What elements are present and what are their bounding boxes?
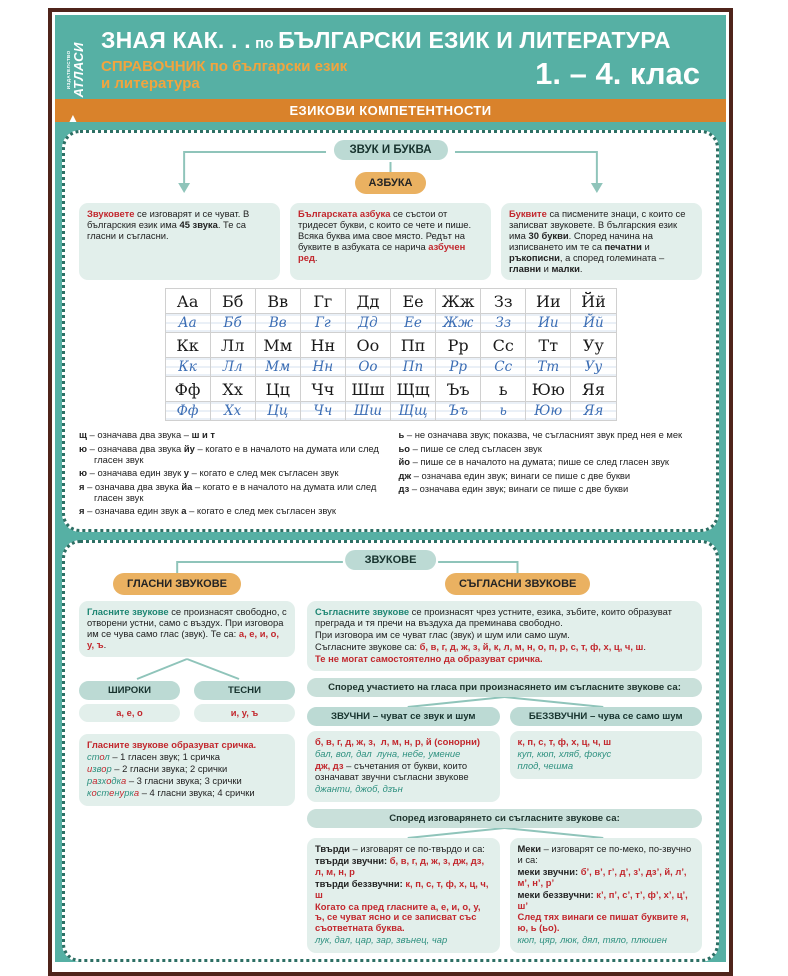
alphabet-cursive-cell: Йй: [571, 314, 616, 333]
letter-note: [79, 505, 383, 516]
text-line: [518, 749, 695, 760]
grade-range: 1. – 4. клас: [535, 56, 700, 91]
alphabet-print-cell: Ее: [390, 289, 435, 314]
alphabet-print-cell: Жж: [436, 289, 481, 314]
letter-notes-left: [79, 429, 383, 519]
text-segment: – 4 гласни звука; 4 срички: [139, 787, 255, 799]
text-segment: азбучен ред: [298, 240, 466, 263]
alphabet-print-cell: Вв: [255, 289, 300, 314]
letter-notes-right: [399, 429, 703, 519]
text-segment: б, в, г, д, ж, з, й, к, л, м, н, о, п, р, с, т, ф, х, ц, ч, ш: [419, 640, 644, 652]
text-segment: зх: [97, 775, 107, 787]
text-segment: ш и т: [191, 429, 215, 441]
text-segment: 45 звука: [179, 218, 218, 230]
text-segment: – означава два звука: [84, 480, 182, 492]
vowels-definition-box: [79, 601, 295, 657]
text-segment: Съгласните звукове са:: [315, 640, 420, 652]
text-segment: Гласните звукове образуват сричка.: [87, 739, 257, 751]
text-segment: лук, дал, цар, зар, звънец, чар: [315, 934, 448, 946]
wide-vowels-header: ШИРОКИ: [79, 681, 180, 700]
flowchart-sound-letter: [73, 139, 708, 197]
text-segment: йу: [183, 442, 195, 454]
text-segment: а: [92, 775, 98, 787]
sounds-columns: [79, 601, 702, 953]
alphabet-print-cell: Ии: [526, 289, 571, 314]
text-segment: луна, небе, умение: [376, 748, 461, 760]
alphabet-table: [165, 288, 617, 421]
alphabet-print-cell: Зз: [481, 289, 526, 314]
title-part-1: ЗНАЯ КАК. . .: [101, 27, 251, 53]
text-segment: .: [103, 638, 107, 650]
atlasi-triangle-icon: ▲: [67, 111, 79, 125]
alphabet-print-cell: Шш: [345, 377, 390, 402]
text-segment: ю: [79, 442, 88, 454]
text-segment: дз: [398, 483, 410, 495]
letter-note: [79, 467, 383, 478]
alphabet-cursive-cell: Гг: [300, 314, 345, 333]
alphabet-print-cell: Цц: [255, 377, 300, 402]
text-line: [518, 761, 695, 772]
voiced-voiceless-row: [307, 707, 702, 802]
text-segment: меки беззвучни:: [517, 888, 597, 900]
text-segment: се произнасят свободно, с отворени устни, само с въздух. При изговора им се чува само глас (звук). Те са:: [87, 605, 287, 639]
text-segment: – съчетания от букви, които означават звучни съгласни звукове: [315, 760, 469, 783]
text-segment: о: [101, 763, 107, 775]
connector-lines: [307, 697, 702, 707]
text-line: [315, 761, 492, 783]
text-segment: При изговора им се чуват глас (звук) и шум или само шум.: [315, 628, 570, 640]
alphabet-cursive-cell: Бб: [210, 314, 255, 333]
voiced-consonants: [307, 707, 500, 802]
alphabet-table-wrap: [165, 288, 617, 421]
text-segment: а, е, и, о, у, ъ: [87, 627, 280, 650]
consonants-column: [307, 601, 702, 953]
text-segment: кюп, цяр, люк, дял, тяло, плюшен: [517, 934, 667, 946]
sounds-definition-box: [79, 203, 280, 280]
publisher-logo: [61, 31, 91, 123]
header-subrow: [101, 58, 706, 92]
text-segment: о: [106, 775, 112, 787]
text-line: [315, 749, 492, 760]
text-line: [315, 654, 694, 665]
text-segment: . Те са гласни и съгласни.: [87, 218, 246, 241]
text-segment: меки звучни:: [517, 865, 581, 877]
alphabet-cursive-cell: Щщ: [390, 402, 435, 421]
text-line: [315, 784, 492, 795]
text-segment: зв: [92, 763, 102, 775]
alphabet-print-cell: Уу: [571, 333, 616, 358]
text-segment: ь: [398, 429, 405, 441]
text-line: [518, 912, 695, 934]
subtitle-line-2: и литература: [101, 75, 200, 92]
wide-narrow-row: [79, 681, 295, 723]
wide-vowels: [79, 681, 180, 723]
node-consonants: СЪГЛАСНИ ЗВУКОВЕ: [445, 573, 590, 595]
text-segment: главни: [509, 262, 542, 274]
text-segment: к’, п’, с’, т’, ф’, х’, ц’, ш’: [517, 888, 688, 911]
alphabet-cursive-cell: Ии: [526, 314, 571, 333]
text-segment: и: [641, 240, 650, 252]
alphabet-print-cell: Фф: [165, 377, 210, 402]
alphabet-print-cell: Сс: [481, 333, 526, 358]
alphabet-print-cell: Кк: [165, 333, 210, 358]
node-sounds: ЗВУКОВЕ: [345, 550, 437, 570]
text-segment: Те не могат самостоятелно да образуват сричка.: [315, 652, 543, 664]
text-segment: куп, кюп, хляб, фокус: [517, 748, 612, 760]
vowel-branch: [79, 657, 295, 681]
alphabet-print-cell: Чч: [300, 377, 345, 402]
text-segment: – изговарят се по-твърдо и са:: [349, 843, 485, 854]
alphabet-print-cell: Ъъ: [436, 377, 481, 402]
text-segment: дк: [111, 775, 122, 787]
text-segment: Българската азбука: [298, 208, 391, 219]
text-segment: б, в, г, д, ж, з,: [315, 736, 376, 748]
text-segment: к, п, с, т, ф, х, ц, ч, ш: [517, 736, 612, 748]
text-segment: Съгласните звукове: [315, 605, 410, 617]
alphabet-cursive-row: [165, 314, 616, 333]
text-line: [87, 776, 287, 787]
alphabet-cursive-cell: Тт: [526, 358, 571, 377]
soft-consonants-box: [510, 838, 703, 953]
panel-sound-and-letter: [62, 130, 719, 532]
alphabet-cursive-cell: Мм: [255, 358, 300, 377]
text-line: [315, 607, 694, 629]
page-title: [101, 27, 706, 54]
text-segment: – когато е в началото на думата или след гласен звук: [94, 442, 379, 465]
text-segment: – пише се в началото на думата; пише се след гласен звук: [410, 456, 669, 468]
text-segment: ст: [96, 787, 110, 799]
text-segment: Когато са пред гласните а, е, и, о, у, ъ, се чуват ясно и се записват със съответната буква.: [315, 900, 481, 934]
text-segment: к, п, с, т, ф, х, ц, ч, ш: [315, 877, 489, 900]
alphabet-cursive-cell: Фф: [165, 402, 210, 421]
text-line: [315, 844, 492, 855]
connector-lines: [79, 657, 295, 681]
articulation-criterion-bar: Според изговарянето си съгласните звукове са:: [307, 809, 702, 828]
alphabet-print-row: [165, 333, 616, 358]
text-segment: се изговарят и се чуват. В българския език има: [87, 208, 250, 230]
text-segment: – когато е в началото на думата или след гласен звук: [94, 480, 377, 503]
text-segment: о: [91, 787, 97, 799]
alphabet-print-cell: Нн: [300, 333, 345, 358]
text-segment: б’, в’, г’, д’, з’, дз’, й, л’, м’, н’, р’: [517, 865, 687, 888]
text-segment: ю: [79, 467, 88, 479]
text-segment: а: [181, 505, 187, 517]
text-line: [315, 856, 492, 878]
alphabet-cursive-cell: Пп: [390, 358, 435, 377]
hard-soft-row: [307, 838, 702, 953]
text-segment: – означава един звук: [87, 467, 184, 479]
alphabet-cursive-cell: Чч: [300, 402, 345, 421]
text-line: [518, 890, 695, 912]
text-segment: и: [541, 262, 552, 274]
section-banner: ЕЗИКОВИ КОМПЕТЕНТНОСТИ: [55, 99, 726, 122]
text-segment: у: [119, 787, 125, 799]
text-line: [518, 867, 695, 889]
poster-background: [55, 15, 726, 962]
text-segment: я: [79, 480, 85, 492]
publisher-name: [67, 28, 85, 112]
connector-lines: [307, 828, 702, 838]
text-segment: – означава два звука –: [86, 429, 192, 441]
text-segment: дж, дз: [315, 760, 344, 772]
alphabet-print-cell: Тт: [526, 333, 571, 358]
wide-vowels-letters: а, е, о: [79, 704, 180, 723]
text-line: [518, 737, 695, 748]
alphabet-print-row: [165, 377, 616, 402]
alphabet-cursive-cell: Сс: [481, 358, 526, 377]
text-line: [518, 935, 695, 946]
text-segment: у: [183, 467, 190, 479]
alphabet-cursive-cell: Цц: [255, 402, 300, 421]
alphabet-print-cell: Щщ: [390, 377, 435, 402]
text-segment: – пише се след съгласен звук: [410, 442, 542, 454]
alphabet-print-cell: Оо: [345, 333, 390, 358]
letter-note: [399, 443, 703, 454]
alphabet-print-cell: Рр: [436, 333, 481, 358]
flowchart-sounds: [73, 549, 708, 597]
syllable-box: [79, 734, 295, 806]
text-segment: йо: [398, 456, 410, 468]
voicing-branch: [307, 697, 702, 707]
alphabet-cursive-cell: Шш: [345, 402, 390, 421]
text-segment: . Според начина на изписването им те са: [509, 229, 653, 252]
publisher-main-label: АТЛАСИ: [70, 42, 86, 98]
alphabet-cursive-cell: Уу: [571, 358, 616, 377]
text-segment: Буквите: [509, 208, 547, 219]
text-segment: р: [106, 763, 112, 775]
text-segment: се произнасят чрез устните, езика, зъбите, които образуват преграда и тя пречи на въздуха да преминава свободно.: [315, 605, 672, 628]
definition-boxes: [79, 203, 702, 280]
text-line: [87, 752, 287, 763]
alphabet-print-cell: Пп: [390, 333, 435, 358]
text-segment: бал, вол, дал: [315, 748, 372, 760]
node-alphabet: АЗБУКА: [355, 172, 427, 194]
text-segment: б, в, г, д, ж, з, дж, дз, л, м, н, р: [315, 854, 485, 877]
text-line: [315, 642, 694, 653]
text-segment: дж: [398, 469, 412, 481]
text-segment: е: [109, 787, 115, 799]
text-segment: о: [99, 751, 105, 763]
text-line: [87, 740, 287, 751]
text-segment: – не означава звук; показва, че съгласният звук пред нея е мек: [404, 429, 683, 441]
text-segment: ьо: [398, 442, 410, 454]
text-segment: р: [87, 775, 93, 787]
letter-note: [79, 443, 383, 465]
text-segment: джанти, джоб, дзън: [315, 783, 403, 795]
text-segment: к: [87, 787, 92, 799]
alphabet-cursive-cell: Жж: [436, 314, 481, 333]
text-segment: плод, чешма: [517, 760, 574, 772]
text-line: [315, 902, 492, 935]
letter-note: [79, 429, 383, 440]
text-segment: йа: [181, 480, 193, 492]
voiceless-header: БЕЗЗВУЧНИ – чува се само шум: [510, 707, 703, 726]
alphabet-print-cell: Аа: [165, 289, 210, 314]
text-segment: Звуковете: [87, 208, 135, 219]
text-line: [315, 935, 492, 946]
text-segment: рк: [124, 787, 134, 799]
text-segment: – 2 гласни звука; 2 срички: [111, 763, 228, 775]
text-segment: .: [314, 251, 318, 263]
text-line: [315, 879, 492, 901]
alphabet-cursive-cell: Кк: [165, 358, 210, 377]
text-segment: – означава един звук; винаги се пише с две букви: [409, 483, 629, 495]
publisher-top-label: ИЗДАТЕЛСТВО: [66, 50, 72, 90]
narrow-vowels: [194, 681, 295, 723]
alphabet-print-cell: Бб: [210, 289, 255, 314]
text-segment: н: [114, 787, 120, 799]
alphabet-cursive-row: [165, 402, 616, 421]
text-segment: – 1 гласен звук; 1 сричка: [109, 751, 220, 763]
alphabet-cursive-cell: Зз: [481, 314, 526, 333]
text-line: [87, 764, 287, 775]
alphabet-print-cell: Юю: [526, 377, 571, 402]
alphabet-cursive-cell: Оо: [345, 358, 390, 377]
letters-definition-box: [501, 203, 702, 280]
articulation-branch: [307, 828, 702, 838]
text-segment: Гласните звукове: [87, 605, 169, 617]
hard-consonants-box: [307, 838, 500, 953]
text-line: [315, 737, 492, 748]
voiced-header: ЗВУЧНИ – чуват се звук и шум: [307, 707, 500, 726]
title-part-2: по: [250, 35, 279, 52]
alphabet-print-cell: ь: [481, 377, 526, 402]
text-segment: печатни: [604, 240, 642, 252]
text-segment: – когато е след мек съгласен звук: [186, 505, 336, 517]
alphabet-cursive-cell: Лл: [210, 358, 255, 377]
narrow-vowels-letters: и, у, ъ: [194, 704, 295, 723]
vowels-column: [79, 601, 295, 953]
text-segment: ст: [87, 751, 100, 763]
node-vowels: ГЛАСНИ ЗВУКОВЕ: [113, 573, 241, 595]
voicing-criterion-bar: Според участието на гласа при произнасянето им съгласните звукове са:: [307, 678, 702, 697]
narrow-vowels-header: ТЕСНИ: [194, 681, 295, 700]
alphabet-cursive-cell: Рр: [436, 358, 481, 377]
text-segment: След тях винаги се пишат буквите я, ю, ь (ьо).: [517, 911, 689, 934]
text-line: [87, 788, 287, 799]
text-segment: .: [643, 640, 646, 652]
text-segment: а: [121, 775, 127, 787]
text-segment: щ: [79, 429, 87, 441]
letter-note: [79, 481, 383, 503]
alphabet-print-cell: Гг: [300, 289, 345, 314]
text-segment: 30 букви: [528, 229, 569, 241]
alphabet-cursive-cell: Ее: [390, 314, 435, 333]
poster-frame: [48, 8, 733, 976]
text-segment: се състои от тридесет букви, с които се чете и пише. Всяка буква има свое място. Редът на буквите в азбуката се нарича: [298, 208, 472, 252]
alphabet-print-cell: Яя: [571, 377, 616, 402]
text-line: [315, 630, 694, 641]
letter-notes: [79, 429, 702, 519]
text-segment: – означава един звук: [84, 505, 182, 517]
text-segment: л, м, н, р, й (сонорни): [380, 736, 480, 748]
text-segment: са писмените знаци, с които се записват звуковете. В българския език има: [509, 208, 686, 241]
text-segment: л: [104, 751, 110, 763]
panel-sounds: [62, 540, 719, 962]
text-segment: , а според големината –: [559, 251, 665, 263]
alphabet-print-cell: Хх: [210, 377, 255, 402]
alphabet-definition-box: [290, 203, 491, 280]
subtitle: [101, 58, 347, 92]
text-segment: я: [79, 505, 85, 517]
letter-note: [399, 483, 703, 494]
letter-note: [399, 456, 703, 467]
text-segment: ръкописни: [509, 251, 560, 263]
alphabet-cursive-cell: Нн: [300, 358, 345, 377]
subtitle-line-1: СПРАВОЧНИК по български език: [101, 58, 348, 75]
text-segment: – означава два звука: [87, 442, 184, 454]
node-sound-and-letter: ЗВУК И БУКВА: [333, 140, 447, 160]
text-segment: – означава един звук; винаги се пише с две букви: [411, 469, 631, 481]
voiceless-consonants: [510, 707, 703, 802]
text-segment: малки: [551, 262, 580, 274]
alphabet-cursive-cell: Юю: [526, 402, 571, 421]
alphabet-print-row: [165, 289, 616, 314]
alphabet-print-cell: Дд: [345, 289, 390, 314]
text-segment: и: [87, 763, 93, 775]
letter-note: [399, 429, 703, 440]
text-segment: а: [133, 787, 140, 799]
text-segment: .: [579, 262, 583, 274]
alphabet-cursive-cell: Ъъ: [436, 402, 481, 421]
text-segment: твърди беззвучни:: [315, 877, 406, 889]
alphabet-print-cell: Йй: [571, 289, 616, 314]
text-segment: Меки: [517, 843, 541, 854]
text-segment: Твърди: [315, 843, 350, 854]
text-segment: – когато е след мек съгласен звук: [189, 467, 339, 479]
title-part-3: БЪЛГАРСКИ ЕЗИК И ЛИТЕРАТУРА: [278, 27, 671, 53]
alphabet-cursive-cell: Яя: [571, 402, 616, 421]
alphabet-cursive-row: [165, 358, 616, 377]
text-segment: твърди звучни:: [315, 854, 390, 866]
alphabet-print-cell: Лл: [210, 333, 255, 358]
alphabet-cursive-cell: Вв: [255, 314, 300, 333]
voiced-box: [307, 731, 500, 802]
letter-note: [399, 470, 703, 481]
alphabet-cursive-cell: Хх: [210, 402, 255, 421]
voiceless-box: [510, 731, 703, 779]
alphabet-cursive-cell: Аа: [165, 314, 210, 333]
alphabet-print-cell: Мм: [255, 333, 300, 358]
consonants-definition-box: [307, 601, 702, 672]
alphabet-cursive-cell: ь: [481, 402, 526, 421]
text-segment: – 3 гласни звука; 3 срички: [126, 775, 242, 787]
alphabet-cursive-cell: Дд: [345, 314, 390, 333]
text-segment: – изговарят се по-меко, по-звучно и са:: [517, 843, 692, 865]
text-line: [518, 844, 695, 866]
